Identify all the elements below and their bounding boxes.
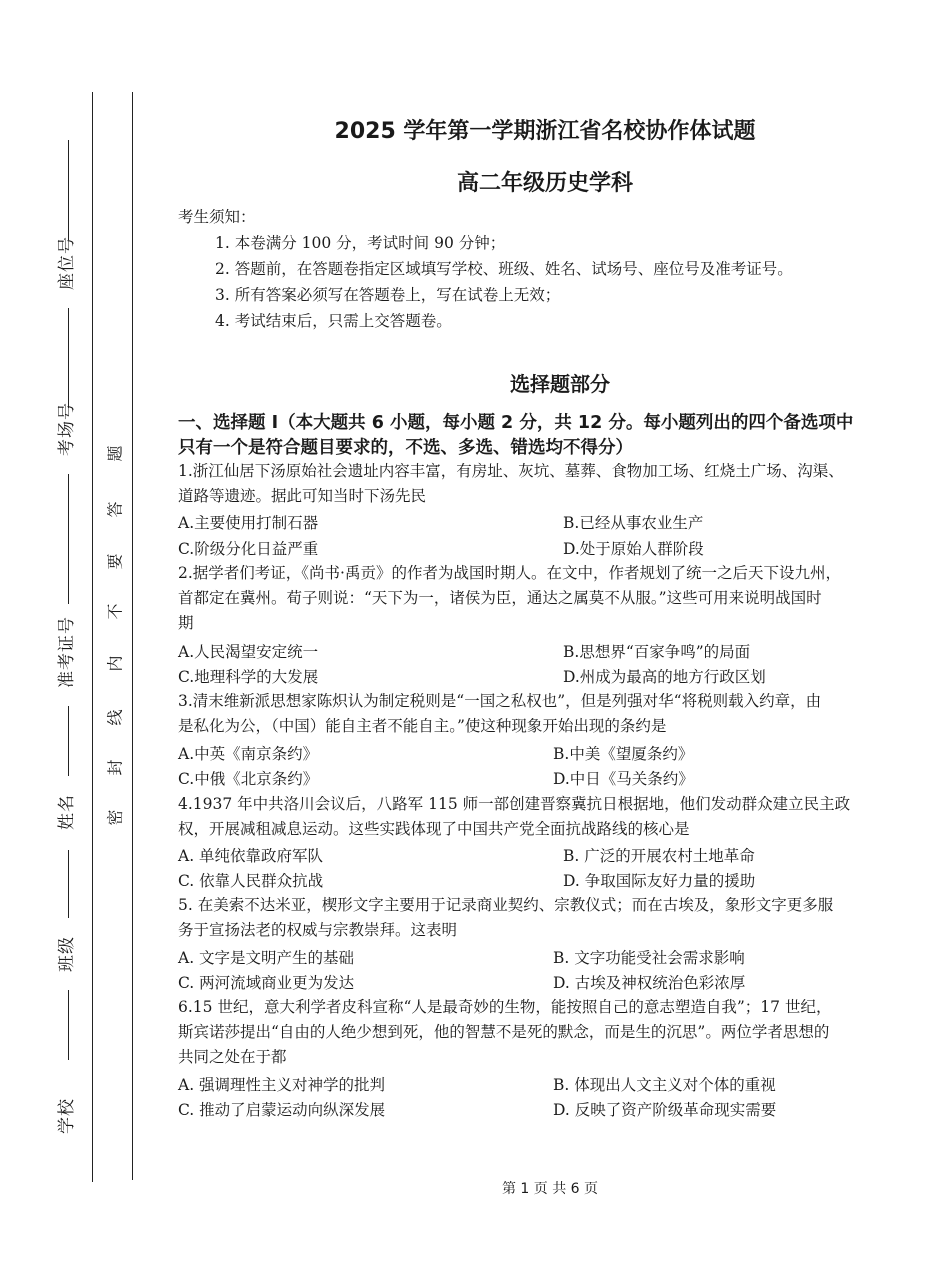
question-1-option-c: C.阶级分化日益严重 [178,540,319,558]
seal-char: 不 [105,603,125,620]
exam-id-underline [68,474,69,604]
question-4-option-d: D. 争取国际友好力量的援助 [563,872,756,890]
question-3-line: 3.清末维新派思想家陈炽认为制定税则是“一国之私权也”，但是列强对华“将税则载入约章，由 [178,692,822,710]
section-heading-line1: 一、选择题 I（本大题共 6 小题，每小题 2 分，共 12 分。每小题列出的四个备选项中 [178,413,854,433]
question-5-option-a: A. 文字是文明产生的基础 [178,949,355,967]
question-3-option-a: A.中英《南京条约》 [178,745,319,763]
question-2-line: 首都定在冀州。荀子则说：“天下为一，诸侯为臣，通达之属莫不从服。”这些可用来说明战国时 [178,589,822,607]
question-1-option-d: D.处于原始人群阶段 [563,540,704,558]
question-3-option-b: B.中美《望厦条约》 [553,745,694,763]
question-2-option-c: C.地理科学的大发展 [178,668,319,686]
question-6-line: 共同之处在于都 [178,1048,287,1066]
seal-char: 要 [105,553,125,570]
question-3-option-c: C.中俄《北京条约》 [178,770,319,788]
question-6-line: 6.15 世纪，意大利学者皮科宣称“人是最奇妙的生物，能按照自己的意志塑造自我”；17 世纪， [178,998,832,1016]
question-6-option-d: D. 反映了资产阶级革命现实需要 [553,1101,777,1119]
seal-char: 内 [105,655,125,672]
exam-subtitle: 高二年级历史学科 [456,171,633,196]
question-4-option-c: C. 依靠人民群众抗战 [178,872,324,890]
seal-char: 题 [105,445,125,462]
question-4-option-a: A. 单纯依靠政府军队 [178,847,324,865]
note-item: 3. 所有答案必须写在答题卷上，写在试卷上无效； [215,286,561,304]
notes-label: 考生须知： [178,208,256,226]
section-title: 选择题部分 [510,372,610,396]
question-1-line: 1.浙江仙居下汤原始社会遗址内容丰富，有房址、灰坑、墓葬、食物加工场、红烧土广场、沟渠、 [178,462,844,480]
school-underline [68,990,69,1060]
question-6-line: 斯宾诺莎提出“自由的人绝少想到死，他的智慧不是死的默念，而是生的沉思”。两位学者思想的 [178,1023,830,1041]
note-item: 4. 考试结束后，只需上交答题卷。 [215,312,452,330]
question-5-option-c: C. 两河流域商业更为发达 [178,974,355,992]
question-5-option-b: B. 文字功能受社会需求影响 [553,949,745,967]
question-1-line: 道路等遗迹。据此可知当时下汤先民 [178,487,427,505]
note-item: 1. 本卷满分 100 分，考试时间 90 分钟； [215,234,506,252]
question-2-line: 2.据学者们考证，《尚书·禹贡》的作者为战国时期人。在文中，作者规划了统一之后天下设九州， [178,564,841,582]
question-2-line: 期 [178,614,194,632]
question-3-line: 是私化为公，（中国）能自主者不能自主。”使这种现象开始出现的条约是 [178,717,667,735]
seal-char: 密 [105,809,125,826]
question-5-line: 务于宣扬法老的权威与宗教崇拜。这表明 [178,921,458,939]
question-1-option-a: A.主要使用打制石器 [178,514,319,532]
section-heading-line2: 只有一个是符合题目要求的，不选、多选、错选均不得分） [178,438,633,458]
question-6-option-a: A. 强调理性主义对神学的批判 [178,1076,386,1094]
question-5-line: 5. 在美索不达米亚，楔形文字主要用于记录商业契约、宗教仪式；而在古埃及，象形文字更多服 [178,896,834,914]
question-5-option-d: D. 古埃及神权统治色彩浓厚 [553,974,746,992]
question-2-option-d: D.州成为最高的地方行政区划 [563,668,766,686]
seal-char: 答 [105,501,125,518]
question-4-line: 权，开展减租减息运动。这些实践体现了中国共产党全面抗战路线的核心是 [178,820,690,838]
seal-char: 线 [105,709,125,726]
seal-char: 封 [105,759,125,776]
question-4-line: 4.1937 年中共洛川会议后，八路军 115 师一部创建晋察冀抗日根据地，他们发动群众建立民主政 [178,795,851,813]
question-2-option-b: B.思想界“百家争鸣”的局面 [563,643,751,661]
question-3-option-d: D.中日《马关条约》 [553,770,694,788]
page-footer: 第 1 页 共 6 页 [501,1181,599,1197]
binding-line-inner [132,92,133,1180]
binding-line-outer [92,92,93,1182]
note-item: 2. 答题前，在答题卷指定区域填写学校、班级、姓名、试场号、座位号及准考证号。 [215,260,793,278]
question-2-option-a: A.人民渴望安定统一 [178,643,319,661]
class-underline [68,850,69,918]
question-6-option-b: B. 体现出人文主义对个体的重视 [553,1076,776,1094]
question-6-option-c: C. 推动了启蒙运动向纵深发展 [178,1101,386,1119]
name-underline [68,706,69,776]
question-1-option-b: B.已经从事农业生产 [563,514,704,532]
exam-title: 2025 学年第一学期浙江省名校协作体试题 [334,119,756,144]
question-4-option-b: B. 广泛的开展农村土地革命 [563,847,755,865]
